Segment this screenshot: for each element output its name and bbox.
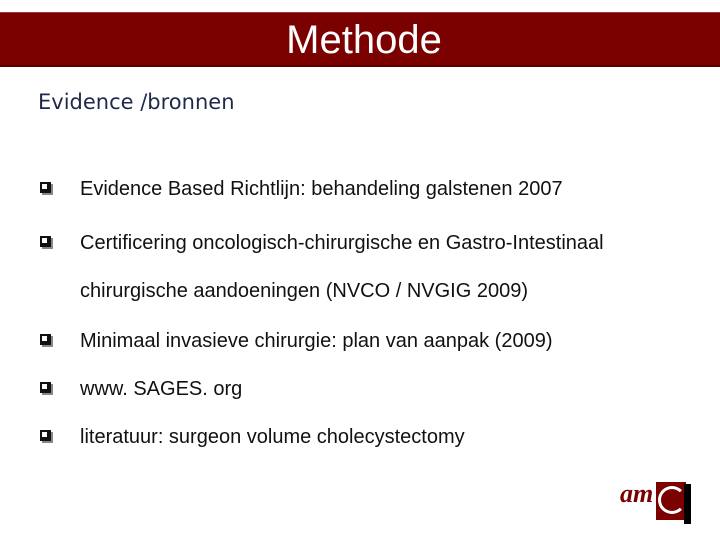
list-item: Minimaal invasieve chirurgie: plan van aanpak (2009) [80,330,553,352]
slide-title: Methode [286,18,442,62]
bullet-icon [40,382,51,393]
slide-subtitle: Evidence /bronnen [38,90,235,114]
list-item: literatuur: surgeon volume cholecystectomy [80,426,465,448]
amc-logo [620,476,695,526]
logo-text: am [620,479,654,508]
bullet-icon [40,334,51,345]
logo-ring-icon [658,486,686,514]
list-item: Evidence Based Richtlijn: behandeling galstenen 2007 [80,178,563,200]
logo-bar [684,484,691,524]
list-item: www. SAGES. org [80,378,243,400]
bullet-icon [40,182,51,193]
bullet-icon [40,430,51,441]
list-item-continuation: chirurgische aandoeningen (NVCO / NVGIG 2009) [80,280,529,302]
title-bar [0,12,720,67]
bullet-icon [40,236,51,247]
list-item: Certificering oncologisch-chirurgische en Gastro-Intestinaal [80,232,604,254]
